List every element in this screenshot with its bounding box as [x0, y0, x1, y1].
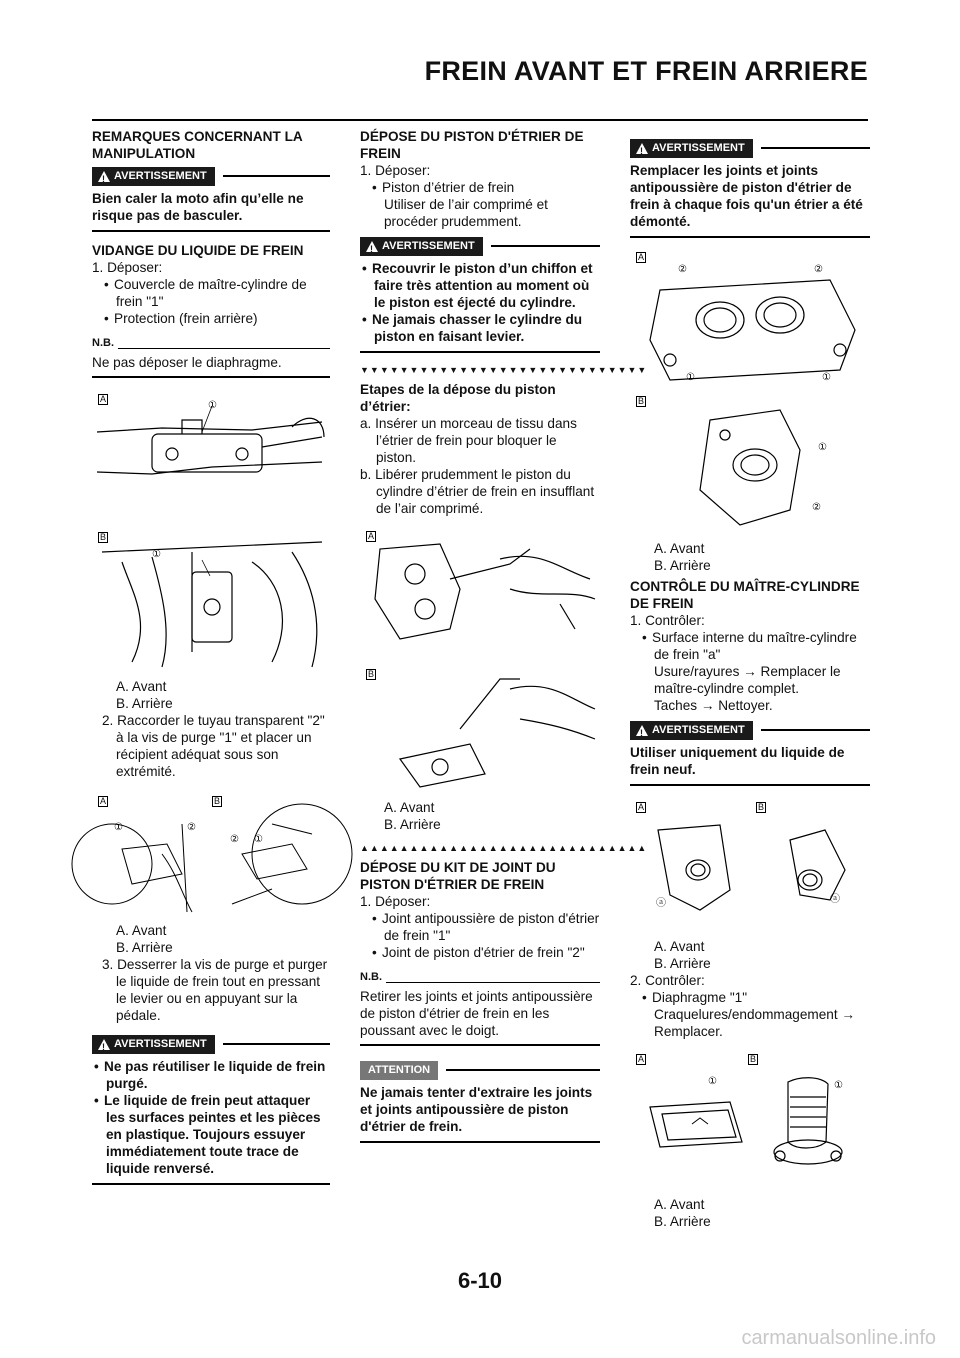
warning-text: Bien caler la moto afin qu’elle ne risque pas de basculer.: [92, 186, 330, 232]
svg-text:①: ①: [708, 1076, 717, 1087]
arrow-icon: →: [743, 664, 757, 679]
master-cylinder-bore-illustration: [630, 800, 870, 930]
svg-text:①: ①: [114, 822, 123, 833]
page-number: 6-10: [457, 1268, 503, 1293]
svg-text:①: ①: [254, 834, 263, 845]
master-cylinder-illustration: [92, 392, 330, 670]
figure-bleed-hose: [92, 794, 330, 914]
arrow-icon: →: [700, 698, 715, 713]
figure-master-cylinder-bore: [630, 800, 870, 930]
caption: B. Arrière: [654, 558, 711, 573]
caption: A. Avant: [116, 679, 167, 694]
warning-triangle-icon: [98, 171, 110, 182]
warning-box: [92, 1034, 330, 1185]
bullet-item: • Protection (frein arrière): [104, 311, 258, 326]
warning-triangle-icon: [636, 143, 648, 154]
caption: A. Avant: [654, 939, 705, 954]
warning-box: [630, 138, 870, 238]
note-box: N.B. Retirer les joints et joints antipoussière de piston d'étrier de frein en les poussant avec le doigt.: [360, 969, 600, 1046]
svg-text:①: ①: [834, 1080, 843, 1091]
svg-text:②: ②: [812, 502, 821, 513]
warning-badge: ! AVERTISSEMENT: [92, 167, 215, 186]
warning-badge: ! AVERTISSEMENT: [360, 237, 483, 256]
watermark: carmanualsonline.info: [741, 1327, 936, 1349]
caption: B. Arrière: [654, 1214, 711, 1229]
figure-label-a: A: [99, 796, 106, 806]
svg-text:②: ②: [814, 264, 823, 275]
note-text: Ne pas déposer le diaphragme.: [92, 352, 330, 378]
note-box: N.B. Ne pas déposer le diaphragme.: [92, 335, 330, 378]
svg-text:①: ①: [818, 442, 827, 453]
figure-caliper-seals: [630, 250, 870, 532]
step: 1. Déposer:: [92, 260, 163, 275]
attention-text: Ne jamais tenter d'extraire les joints et joints antipoussière de piston d'étrier de frein.: [360, 1080, 600, 1143]
caliper-seals-illustration: [630, 250, 870, 532]
svg-text:②: ②: [187, 822, 196, 833]
figure-label-a: A: [637, 252, 644, 262]
section-heading: DÉPOSE DU KIT DE JOINT DU PISTON D'ÉTRIER DE FREIN: [360, 860, 556, 892]
figure-label-b: B: [757, 802, 764, 812]
warning-text: Utiliser uniquement du liquide de frein neuf.: [630, 740, 870, 786]
bullet-subtext: Taches → Nettoyer.: [654, 698, 773, 713]
figure-label-a: A: [637, 1054, 644, 1064]
piston-removal-illustration: [360, 529, 600, 791]
figure-label-b: B: [367, 669, 374, 679]
header-rule: [92, 119, 868, 121]
arrow-icon: →: [841, 1007, 855, 1022]
caption: B. Arrière: [116, 940, 173, 955]
warning-text: • Ne pas réutiliser le liquide de frein purgé. • Le liquide de frein peut attaquer les surfaces peintes et les pièces en plastique. Toujours essuyer immédiatement toute trace de liquide renversé.: [92, 1054, 330, 1185]
step: b. Libérer prudemment le piston du cylindre d’étrier de frein en insufflant de l’air comprimé.: [360, 467, 595, 516]
warning-badge: ! AVERTISSEMENT: [630, 721, 753, 740]
warning-text: • Recouvrir le piston d’un chiffon et faire très attention au moment où le piston est éjecté du cylindre. • Ne jamais chasser le cylindre du piston en faisant levier.: [360, 256, 600, 353]
figure-label-b: B: [99, 532, 106, 542]
figure-label-b: B: [749, 1054, 756, 1064]
figure-label-b: B: [637, 396, 644, 406]
column-middle: [360, 128, 648, 1143]
caption: A. Avant: [116, 923, 167, 938]
diaphragm-illustration: [630, 1052, 870, 1188]
svg-text:②: ②: [230, 834, 239, 845]
step: 2. Raccorder le tuyau transparent "2" à la vis de purge "1" et placer un récipient adéquat sous son extrémité.: [102, 713, 325, 779]
figure-piston-removal: [360, 529, 600, 791]
step: 1. Contrôler:: [630, 613, 705, 628]
bullet-item: • Surface interne du maître-cylindre de frein "a": [642, 630, 857, 662]
svg-text:ⓐ: ⓐ: [830, 894, 840, 905]
svg-text:ⓐ: ⓐ: [656, 898, 666, 909]
figure-diaphragm: [630, 1052, 870, 1188]
bullet-item: • Couvercle de maître-cylindre de frein "1": [104, 277, 307, 309]
step: 3. Desserrer la vis de purge et purger le liquide de frein tout en pressant le levier ou en appuyant sur la pédale.: [102, 957, 328, 1023]
section-heading: DÉPOSE DU PISTON D'ÉTRIER DE FREIN: [360, 129, 584, 161]
warning-badge: ! AVERTISSEMENT: [92, 1035, 215, 1054]
bullet-item: • Diaphragme "1": [642, 990, 748, 1005]
page-header-title: FREIN AVANT ET FREIN ARRIERE: [424, 56, 868, 86]
warning-badge: ! AVERTISSEMENT: [630, 139, 753, 158]
bullet-item: • Joint antipoussière de piston d'étrier de frein "1": [372, 911, 600, 943]
section-heading: Etapes de la dépose du piston d’étrier:: [360, 382, 556, 414]
svg-text:①: ①: [822, 372, 831, 383]
caption: A. Avant: [384, 800, 435, 815]
caption: B. Arrière: [654, 956, 711, 971]
bleed-hose-illustration: [92, 794, 330, 914]
caption: A. Avant: [654, 1197, 705, 1212]
warning-triangle-icon: [636, 725, 648, 736]
bullet-subtext: Utiliser de l’air comprimé et procéder prudemment.: [384, 197, 548, 229]
section-heading: VIDANGE DU LIQUIDE DE FREIN: [92, 243, 304, 258]
bullet-subtext: Usure/rayures → Remplacer le maître-cylindre complet.: [654, 664, 841, 696]
bullet-item: • Piston d’étrier de frein: [372, 180, 515, 195]
column-left: [92, 128, 330, 1185]
svg-text:②: ②: [678, 264, 687, 275]
svg-text:①: ①: [686, 372, 695, 383]
warning-triangle-icon: [366, 241, 378, 252]
warning-box: [360, 236, 600, 353]
step: 1. Déposer:: [360, 163, 431, 178]
warning-box: [92, 166, 330, 232]
section-heading: CONTRÔLE DU MAÎTRE-CYLINDRE DE FREIN: [630, 579, 860, 611]
attention-box: [360, 1060, 600, 1143]
note-text: Retirer les joints et joints antipoussière de piston d'étrier de frein en les poussant avec le doigt.: [360, 986, 600, 1046]
warning-text: Remplacer les joints et joints antipoussière de piston d'étrier de frein à chaque fois qu'un étrier a été démonté.: [630, 158, 870, 238]
attention-badge: ATTENTION: [360, 1061, 438, 1080]
warning-triangle-icon: [98, 1039, 110, 1050]
figure-label-a: A: [99, 394, 106, 404]
step: 2. Contrôler:: [630, 973, 705, 988]
bullet-subtext: Craquelures/endommagement → Remplacer.: [654, 1007, 855, 1039]
caption: A. Avant: [654, 541, 705, 556]
procedure-end-marker: ▲▲▲▲▲▲▲▲▲▲▲▲▲▲▲▲▲▲▲▲▲▲▲▲▲▲▲▲▲: [360, 843, 648, 853]
warning-box: [630, 720, 870, 786]
caption: B. Arrière: [384, 817, 441, 832]
figure-label-a: A: [367, 531, 374, 541]
bullet-item: • Joint de piston d'étrier de frein "2": [372, 945, 585, 960]
figure-master-cylinder: [92, 392, 330, 670]
callout-1: ①: [152, 549, 161, 560]
section-heading: REMARQUES CONCERNANT LA MANIPULATION: [92, 129, 303, 161]
procedure-start-marker: ▼▼▼▼▼▼▼▼▼▼▼▼▼▼▼▼▼▼▼▼▼▼▼▼▼▼▼▼▼: [360, 365, 648, 375]
column-right: [630, 128, 870, 1230]
callout-1: ①: [208, 400, 217, 411]
step: 1. Déposer:: [360, 894, 431, 909]
caption: B. Arrière: [116, 696, 173, 711]
step: a. Insérer un morceau de tissu dans l’étrier de frein pour bloquer le piston.: [360, 416, 577, 465]
figure-label-a: A: [637, 802, 644, 812]
figure-label-b: B: [213, 796, 220, 806]
